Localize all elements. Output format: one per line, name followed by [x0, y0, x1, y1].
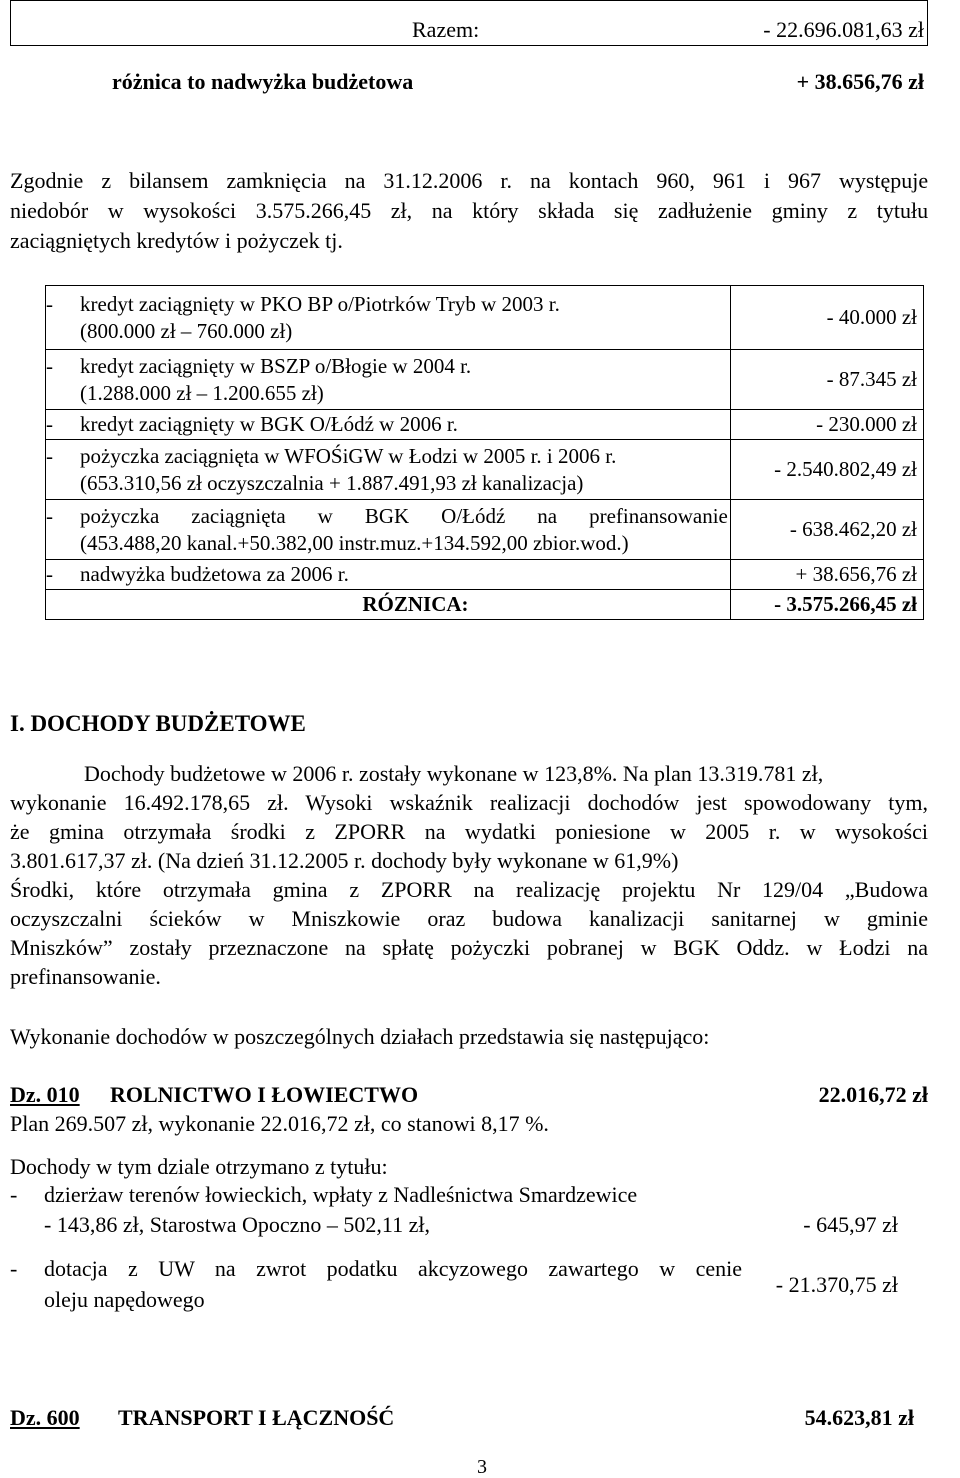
para2-line-4: prefinansowanie. — [10, 964, 161, 989]
total-value: - 3.575.266,45 zł — [730, 590, 923, 620]
dz010-plan: Plan 269.507 zł, wykonanie 22.016,72 zł, co stanowi 8,17 %. — [10, 1111, 549, 1136]
para1-line-1: Dochody budżetowe w 2006 r. zostały wykonane w 123,8%. Na plan 13.319.781 zł, — [84, 761, 824, 786]
intro-line-3: zaciągniętych kredytów i pożyczek tj. — [10, 228, 343, 253]
section-heading: I. DOCHODY BUDŻETOWE — [10, 711, 306, 736]
dz010-item-1-line2: - 143,86 zł, Starostwa Opoczno – 502,11 zł, — [44, 1212, 430, 1237]
summary-left-border — [10, 0, 11, 46]
para1-line-3: że gmina otrzymała środki z ZPORR na wydatki poniesione w 2005 r. w wysokości — [10, 819, 928, 844]
table-total-row — [46, 590, 924, 620]
para2-line-1: Środki, które otrzymała gmina z ZPORR na realizację projektu Nr 129/04 „Budowa — [10, 877, 928, 902]
table-row: - kredyt zaciągnięty w PKO BP o/Piotrków Tryb w 2003 r. (800.000 zł – 760.000 zł) - 40.000 zł — [46, 286, 924, 350]
table-row: - pożyczka zaciągnięta w WFOŚiGW w Łodzi w 2005 r. i 2006 r. (653.310,56 zł oczyszczalnia + 1.887.491,93 zł kanalizacja) - 2.540.802,49 zł — [46, 440, 924, 500]
dz010-title: ROLNICTWO I ŁOWIECTWO — [110, 1082, 419, 1107]
intro-line-2: niedobór w wysokości 3.575.266,45 zł, na który składa się zadłużenie gminy z tytułu — [10, 198, 929, 223]
dz600-title: TRANSPORT I ŁĄCZNOŚĆ — [118, 1405, 395, 1430]
summary-right-border — [927, 0, 928, 46]
dz010-item-1-line1: dzierżaw terenów łowieckich, wpłaty z Nadleśnictwa Smardzewice — [44, 1182, 638, 1207]
dz010-item-1-dash: - — [10, 1182, 18, 1207]
summary-bottom-border — [10, 45, 928, 46]
table-row: - nadwyżka budżetowa za 2006 r. + 38.656,76 zł — [46, 560, 924, 590]
dz600-amount: 54.623,81 zł — [804, 1405, 914, 1430]
para2-line-2: oczyszczalni ścieków w Mniszkowie oraz budowa kanalizacji sanitarnej w gminie — [10, 906, 928, 931]
intro-line-1: Zgodnie z bilansem zamknięcia na 31.12.2006 r. na kontach 960, 961 i 967 występuje — [10, 168, 929, 193]
dz010-intro: Dochody w tym dziale otrzymano z tytułu: — [10, 1154, 388, 1179]
summary-top-border — [10, 0, 928, 1]
table-row: - pożyczka zaciągnięta w BGK O/Łódź na prefinansowanie (453.488,20 kanal.+50.382,00 instr.muz.+134.592,00 zbior.wod.) - 638.462,20 zł — [46, 500, 924, 560]
razem-label: Razem: — [412, 17, 480, 42]
dz010-amount: 22.016,72 zł — [818, 1082, 928, 1107]
page-number: 3 — [477, 1456, 487, 1478]
razem-value: - 22.696.081,63 zł — [763, 17, 924, 42]
table-row: - kredyt zaciągnięty w BSZP o/Błogie w 2004 r. (1.288.000 zł – 1.200.655 zł) - 87.345 zł — [46, 350, 924, 410]
roznica-label: różnica to nadwyżka budżetowa — [112, 69, 414, 94]
para3: Wykonanie dochodów w poszczególnych działach przedstawia się następująco: — [10, 1024, 710, 1049]
table-row: - kredyt zaciągnięty w BGK O/Łódź w 2006 r. - 230.000 zł — [46, 410, 924, 440]
dz010-item-1-amount: - 645,97 zł — [803, 1212, 898, 1237]
dz010-item-2-dash: - — [10, 1256, 18, 1281]
para1-line-4: 3.801.617,37 zł. (Na dzień 31.12.2005 r. dochody były wykonane w 61,9%) — [10, 848, 679, 873]
dz010-item-2-amount: - 21.370,75 zł — [775, 1272, 898, 1297]
para1-line-2: wykonanie 16.492.178,65 zł. Wysoki wskaźnik realizacji dochodów jest spowodowany tym, — [10, 790, 928, 815]
dz010-item-2-line1: dotacja z UW na zwrot podatku akcyzowego zawartego w cenie — [44, 1256, 742, 1281]
debt-table — [45, 285, 924, 620]
dz010-code: Dz. 010 — [10, 1082, 80, 1107]
total-label: RÓZNICA: — [362, 592, 469, 616]
roznica-value: + 38.656,76 zł — [796, 69, 924, 94]
dz600-code: Dz. 600 — [10, 1405, 80, 1430]
para2-line-3: Mniszków” zostały przeznaczone na spłatę pożyczki pobranej w BGK Oddz. w Łodzi na — [10, 935, 928, 960]
dz010-item-2-line2: oleju napędowego — [44, 1287, 205, 1312]
